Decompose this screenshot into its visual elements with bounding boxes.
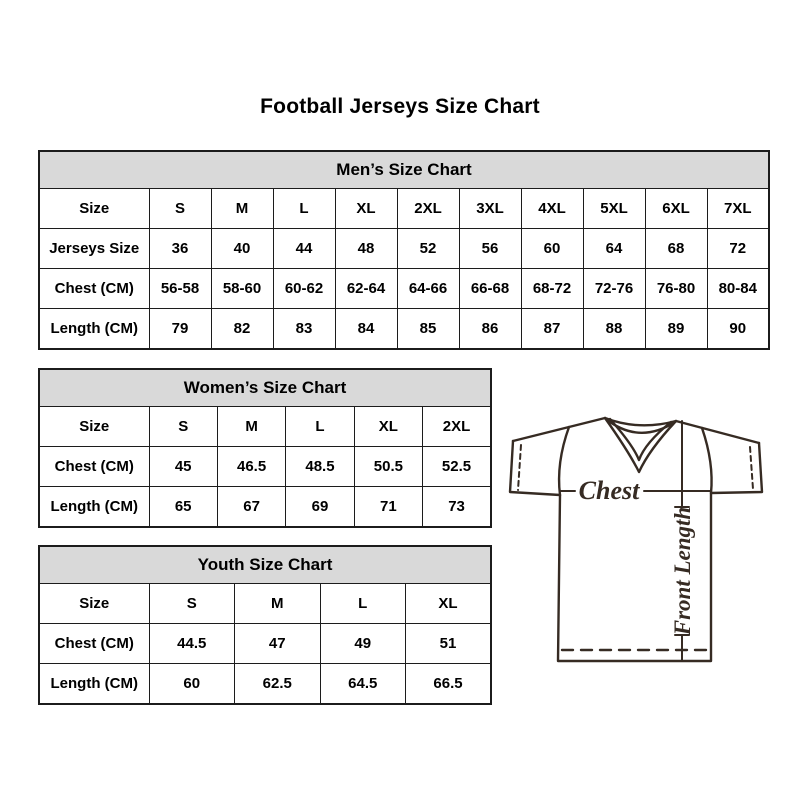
value-cell: 52	[397, 229, 459, 269]
table-row	[39, 447, 491, 487]
value-cell: 45	[149, 447, 217, 487]
table-row	[39, 189, 769, 229]
value-cell: 7XL	[707, 189, 769, 229]
value-cell: 72	[707, 229, 769, 269]
value-cell: 83	[273, 309, 335, 350]
value-cell: 69	[286, 487, 354, 528]
table-row	[39, 309, 769, 350]
jersey-left-shoulder	[513, 418, 605, 441]
value-cell: 62.5	[235, 664, 321, 705]
value-cell: XL	[406, 584, 492, 624]
table-row	[39, 584, 491, 624]
value-cell: 64-66	[397, 269, 459, 309]
value-cell: 48.5	[286, 447, 354, 487]
value-cell: 90	[707, 309, 769, 350]
row-label-cell: Size	[39, 584, 149, 624]
value-cell: XL	[335, 189, 397, 229]
front-length-label: Front Length	[670, 506, 695, 636]
row-label-cell: Chest (CM)	[39, 269, 149, 309]
value-cell: 72-76	[583, 269, 645, 309]
left-cuff-stitch-line	[518, 445, 521, 490]
value-cell: 68	[645, 229, 707, 269]
value-cell: 66-68	[459, 269, 521, 309]
value-cell: M	[211, 189, 273, 229]
value-cell: 79	[149, 309, 211, 350]
table-row	[39, 664, 491, 705]
value-cell: 86	[459, 309, 521, 350]
value-cell: 51	[406, 624, 492, 664]
value-cell: 48	[335, 229, 397, 269]
table-row	[39, 229, 769, 269]
value-cell: 60	[521, 229, 583, 269]
value-cell: 2XL	[397, 189, 459, 229]
jersey-right-sleeve	[711, 443, 762, 493]
value-cell: 65	[149, 487, 217, 528]
value-cell: 36	[149, 229, 211, 269]
jersey-left-armhole-seam	[559, 427, 569, 495]
mens-size-table	[38, 150, 770, 350]
jersey-right-armhole-seam	[702, 428, 712, 493]
value-cell: 66.5	[406, 664, 492, 705]
table-header-row	[39, 546, 491, 584]
row-label-cell: Length (CM)	[39, 487, 149, 528]
value-cell: M	[235, 584, 321, 624]
value-cell: S	[149, 407, 217, 447]
value-cell: L	[320, 584, 406, 624]
row-label-cell: Chest (CM)	[39, 624, 149, 664]
value-cell: 56-58	[149, 269, 211, 309]
row-label-cell: Size	[39, 189, 149, 229]
value-cell: 60	[149, 664, 235, 705]
row-label-cell: Jerseys Size	[39, 229, 149, 269]
value-cell: 67	[217, 487, 285, 528]
jersey-right-shoulder	[676, 421, 759, 443]
value-cell: 47	[235, 624, 321, 664]
value-cell: L	[273, 189, 335, 229]
page-title: Football Jerseys Size Chart	[260, 95, 540, 118]
table-row	[39, 487, 491, 528]
table-row	[39, 269, 769, 309]
value-cell: 64	[583, 229, 645, 269]
value-cell: 6XL	[645, 189, 707, 229]
value-cell: 3XL	[459, 189, 521, 229]
value-cell: 85	[397, 309, 459, 350]
value-cell: 60-62	[273, 269, 335, 309]
value-cell: 76-80	[645, 269, 707, 309]
table-row	[39, 407, 491, 447]
table-row	[39, 624, 491, 664]
value-cell: M	[217, 407, 285, 447]
value-cell: XL	[354, 407, 422, 447]
value-cell: 73	[423, 487, 491, 528]
value-cell: S	[149, 584, 235, 624]
value-cell: 71	[354, 487, 422, 528]
value-cell: 46.5	[217, 447, 285, 487]
value-cell: 82	[211, 309, 273, 350]
value-cell: 40	[211, 229, 273, 269]
jersey-measurement-diagram	[498, 398, 782, 676]
value-cell: L	[286, 407, 354, 447]
right-cuff-stitch-line	[750, 447, 753, 489]
value-cell: 64.5	[320, 664, 406, 705]
row-label-cell: Length (CM)	[39, 309, 149, 350]
value-cell: 56	[459, 229, 521, 269]
value-cell: 87	[521, 309, 583, 350]
table-header-row	[39, 369, 491, 407]
value-cell: 84	[335, 309, 397, 350]
value-cell: 49	[320, 624, 406, 664]
value-cell: 80-84	[707, 269, 769, 309]
value-cell: 4XL	[521, 189, 583, 229]
value-cell: 89	[645, 309, 707, 350]
table-section-title: Youth Size Chart	[39, 546, 491, 584]
jersey-left-sleeve	[510, 441, 560, 495]
table-section-title: Men’s Size Chart	[39, 151, 769, 189]
value-cell: 52.5	[423, 447, 491, 487]
womens-size-table	[38, 368, 492, 528]
value-cell: 68-72	[521, 269, 583, 309]
value-cell: 44	[273, 229, 335, 269]
row-label-cell: Chest (CM)	[39, 447, 149, 487]
value-cell: S	[149, 189, 211, 229]
value-cell: 50.5	[354, 447, 422, 487]
table-section-title: Women’s Size Chart	[39, 369, 491, 407]
chest-label: Chest	[578, 476, 640, 505]
value-cell: 62-64	[335, 269, 397, 309]
row-label-cell: Size	[39, 407, 149, 447]
value-cell: 2XL	[423, 407, 491, 447]
value-cell: 44.5	[149, 624, 235, 664]
value-cell: 58-60	[211, 269, 273, 309]
value-cell: 5XL	[583, 189, 645, 229]
row-label-cell: Length (CM)	[39, 664, 149, 705]
value-cell: 88	[583, 309, 645, 350]
table-header-row	[39, 151, 769, 189]
youth-size-table	[38, 545, 492, 705]
